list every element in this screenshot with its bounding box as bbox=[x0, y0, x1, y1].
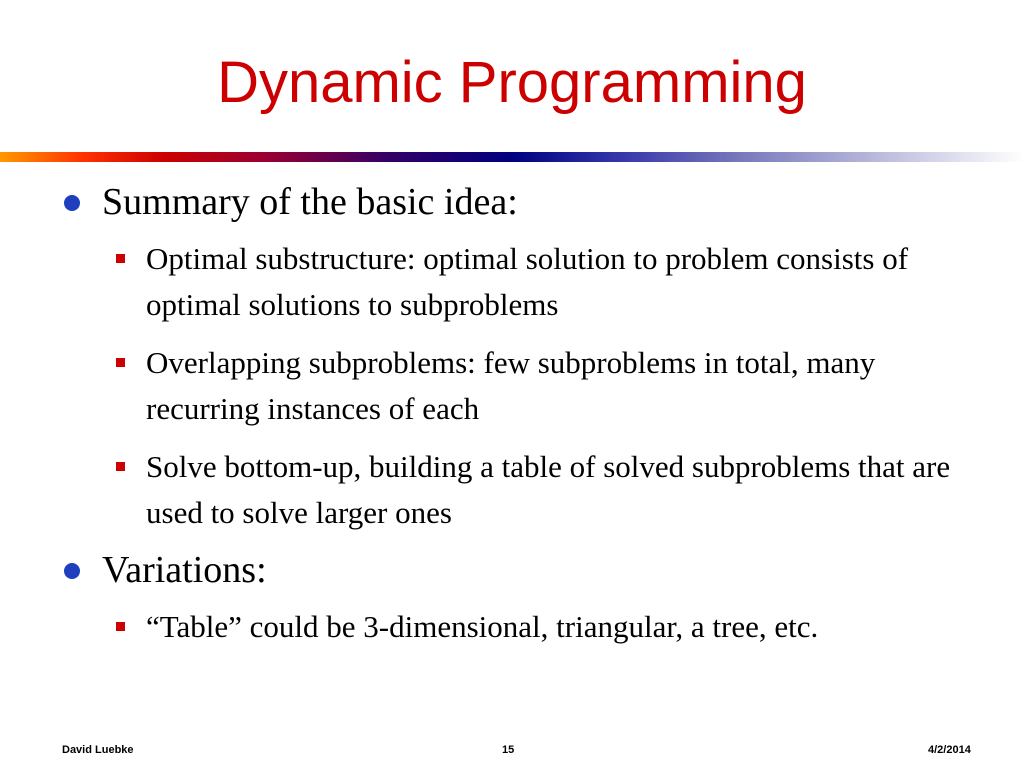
circle-bullet-icon bbox=[64, 563, 80, 579]
slide-content bbox=[0, 180, 1024, 662]
sub-bullet-text: Solve bottom-up, building a table of solved subproblems that are used to solve larger ones bbox=[146, 449, 951, 530]
footer-date: 4/2/2014 bbox=[928, 744, 971, 756]
circle-bullet-icon bbox=[64, 195, 80, 211]
bullet-item bbox=[0, 548, 1024, 592]
sub-bullet-text: “Table” could be 3-dimensional, triangular, a tree, etc. bbox=[146, 609, 819, 644]
square-bullet-icon bbox=[116, 622, 125, 631]
sub-bullet-text: Optimal substructure: optimal solution to problem consists of optimal solutions to subproblems bbox=[146, 241, 909, 322]
bullet-text: Summary of the basic idea: bbox=[102, 181, 518, 223]
sub-bullet-item bbox=[0, 236, 1024, 328]
slide-title: Dynamic Programming bbox=[217, 50, 807, 115]
sub-bullet-item bbox=[0, 444, 1024, 536]
sub-bullet-text: Overlapping subproblems: few subproblems in total, many recurring instances of each bbox=[146, 345, 876, 426]
bullet-item bbox=[0, 180, 1024, 224]
footer-author: David Luebke bbox=[62, 744, 134, 756]
footer-page-number: 15 bbox=[502, 744, 515, 756]
bullet-text: Variations: bbox=[102, 549, 267, 591]
sub-bullet-item bbox=[0, 604, 1024, 650]
title-divider bbox=[0, 152, 1024, 162]
square-bullet-icon bbox=[116, 254, 125, 263]
sub-bullet-item bbox=[0, 340, 1024, 432]
square-bullet-icon bbox=[116, 358, 125, 367]
square-bullet-icon bbox=[116, 462, 125, 471]
